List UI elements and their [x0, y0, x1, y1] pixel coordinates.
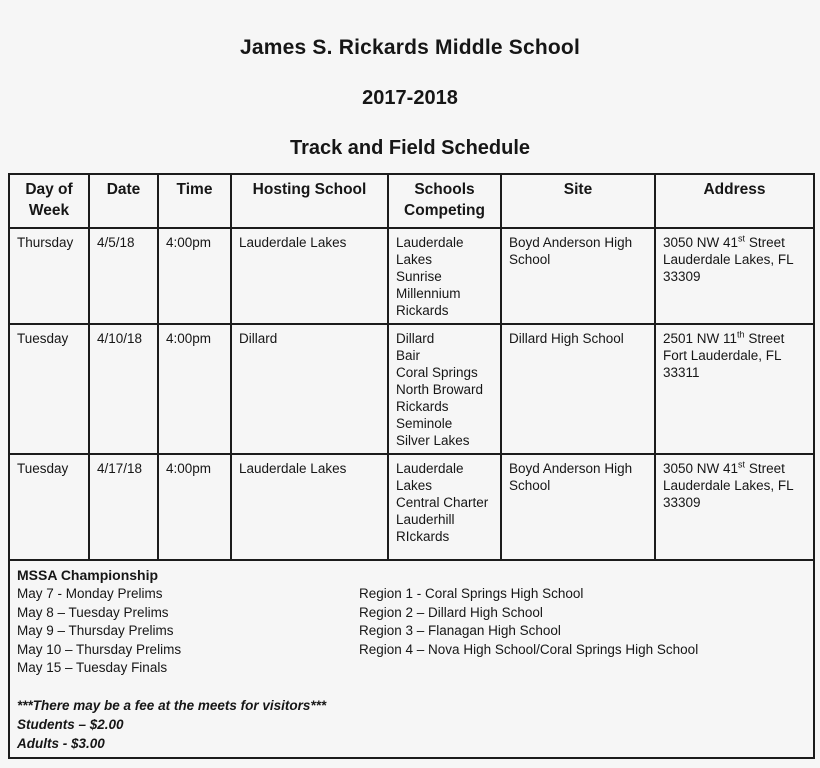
table-body: [9, 228, 814, 560]
schedule-row: [9, 324, 814, 454]
address-cell: [655, 228, 814, 324]
competing-school: Silver Lakes: [396, 433, 470, 448]
fee-line: Adults - $3.00: [17, 735, 105, 751]
address-line: Lauderdale Lakes, FL: [663, 478, 794, 493]
competing-school: Bair: [396, 348, 421, 363]
competing-school: Lakes: [396, 252, 433, 267]
schools-competing-cell: [388, 454, 501, 560]
competing-school: Lauderhill: [396, 512, 455, 527]
championship-schedule-item: May 9 – Thursday Prelims: [17, 623, 174, 639]
championship-title: MSSA Championship: [17, 567, 159, 583]
ordinal-suffix: st: [738, 459, 746, 470]
day-cell: Tuesday: [9, 454, 89, 560]
ordinal-suffix: th: [737, 329, 745, 340]
site-cell: Dillard High School: [501, 324, 655, 454]
championship-schedule-item: May 10 – Thursday Prelims: [17, 641, 182, 657]
address-line: 2501 NW 11th Street: [663, 329, 785, 346]
championship-schedule-item: May 15 – Tuesday Finals: [17, 660, 168, 676]
column-header: Hosting School: [231, 174, 388, 228]
competing-school: Sunrise: [396, 269, 442, 284]
hosting-school-cell: Dillard: [231, 324, 388, 454]
schools-competing-cell: [388, 324, 501, 454]
championship-region-item: Region 1 - Coral Springs High School: [359, 586, 584, 601]
schedule-table: [8, 173, 815, 759]
hosting-school-cell: Lauderdale Lakes: [231, 228, 388, 324]
competing-school: Lauderdale: [396, 235, 464, 250]
championship-section: [17, 566, 807, 753]
competing-school: North Broward: [396, 382, 484, 397]
fee-line: Students – $2.00: [17, 716, 124, 732]
competing-school: Dillard: [396, 331, 435, 346]
championship-row: [9, 560, 814, 758]
competing-school: Millennium: [396, 286, 461, 301]
address-line: 33311: [663, 365, 700, 380]
competing-school: Rickards: [396, 399, 449, 414]
address-line: 33309: [663, 269, 701, 284]
address-line: 33309: [663, 495, 701, 510]
address-line: Lauderdale Lakes, FL: [663, 252, 794, 267]
championship-schedule-item: May 7 - Monday Prelims: [17, 586, 163, 601]
column-header: Date: [89, 174, 158, 228]
competing-school: Rickards: [396, 303, 449, 318]
date-cell: 4/10/18: [89, 324, 158, 454]
competing-school: Lakes: [396, 478, 433, 493]
day-cell: Thursday: [9, 228, 89, 324]
school-title: James S. Rickards Middle School: [240, 36, 580, 59]
fee-notes: [17, 696, 807, 753]
table-header-row: [9, 174, 814, 228]
schools-competing-cell: [388, 228, 501, 324]
championship-region-item: Region 3 – Flanagan High School: [359, 623, 561, 639]
competing-school: Seminole: [396, 416, 453, 431]
championship-schedule-item: May 8 – Tuesday Prelims: [17, 604, 169, 620]
time-cell: 4:00pm: [158, 454, 231, 560]
date-cell: 4/5/18: [89, 228, 158, 324]
hosting-school-cell: Lauderdale Lakes: [231, 454, 388, 560]
schedule-row: [9, 228, 814, 324]
address-cell: [655, 324, 814, 454]
school-year: 2017-2018: [362, 87, 458, 109]
address-cell: [655, 454, 814, 560]
time-cell: 4:00pm: [158, 324, 231, 454]
competing-school: Coral Springs: [396, 365, 478, 380]
championship-region-item: Region 2 – Dillard High School: [359, 604, 543, 620]
fee-note-title: ***There may be a fee at the meets for visitors***: [17, 697, 327, 713]
column-header: Address: [655, 174, 814, 228]
site-cell: Boyd Anderson High School: [501, 454, 655, 560]
address-line: 3050 NW 41st Street: [663, 233, 785, 250]
address-line: Fort Lauderdale, FL: [663, 348, 782, 363]
column-header: Schools Competing: [388, 174, 501, 228]
championship-region-item: Region 4 – Nova High School/Coral Springs High School: [359, 641, 699, 657]
column-header: Site: [501, 174, 655, 228]
day-cell: Tuesday: [9, 324, 89, 454]
column-header: Day of Week: [9, 174, 89, 228]
address-line: 3050 NW 41st Street: [663, 459, 785, 476]
page-title: Track and Field Schedule: [289, 137, 531, 159]
fee-lines: [17, 715, 807, 753]
date-cell: 4/17/18: [89, 454, 158, 560]
time-cell: 4:00pm: [158, 228, 231, 324]
ordinal-suffix: st: [738, 233, 746, 244]
competing-school: Lauderdale: [396, 461, 464, 476]
championship-cell: [9, 560, 814, 758]
column-header: Time: [158, 174, 231, 228]
schedule-row: [9, 454, 814, 560]
competing-school: Central Charter: [396, 495, 489, 510]
document-titles: [0, 36, 820, 160]
site-cell: Boyd Anderson High School: [501, 228, 655, 324]
competing-school: RIckards: [396, 529, 450, 544]
championship-regions-list: [359, 585, 698, 659]
